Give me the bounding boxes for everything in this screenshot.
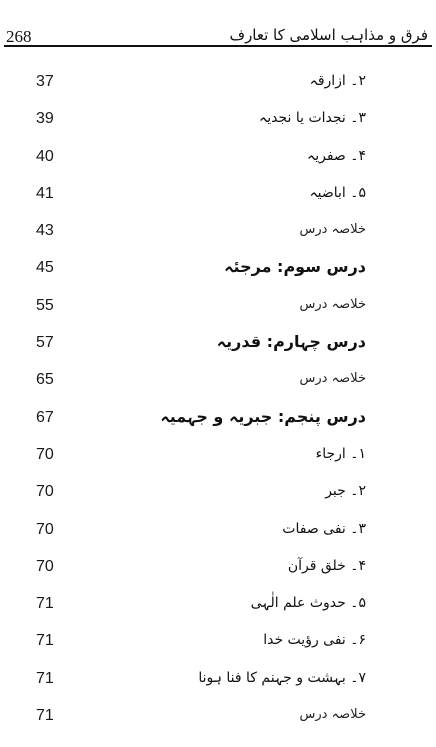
toc-summary-row — [0, 288, 436, 325]
toc-entry-title: درس چہارم: قدریہ — [216, 332, 366, 352]
header-rule — [4, 45, 432, 47]
toc-page-number: 45 — [36, 259, 54, 277]
running-title: فرق و مذاہب اسلامی کا تعارف — [229, 26, 428, 44]
toc-page-number: 41 — [36, 184, 54, 202]
toc-entry-title: درس سوم: مرجئہ — [224, 257, 366, 277]
toc-row — [0, 586, 436, 623]
toc-entry-title: ۵۔ اباضیہ — [309, 184, 366, 201]
toc-entry-title: خلاصہ درس — [299, 296, 366, 312]
toc-entry-title: ۲۔ جبر — [325, 483, 366, 500]
toc-page-number: 39 — [36, 110, 54, 128]
toc-entry-title: ۷۔ بہشت و جہنم کا فنا ہونا — [198, 669, 366, 686]
toc-heading-row — [0, 400, 436, 437]
toc-entry-title: درس پنجم: جبریہ و جہمیہ — [160, 406, 366, 426]
toc-page-number: 40 — [36, 147, 54, 165]
toc-entry-title: ۴۔ خلق قرآن — [287, 557, 366, 574]
toc-row — [0, 549, 436, 586]
toc-row — [0, 512, 436, 549]
toc-page-number: 71 — [36, 632, 54, 650]
toc-entry-title: ۴۔ صفریہ — [307, 147, 366, 164]
page-number: 268 — [6, 27, 32, 46]
toc-page-number: 57 — [36, 334, 54, 352]
toc-row — [0, 474, 436, 511]
toc-page-number: 65 — [36, 371, 54, 389]
toc-page-number: 43 — [36, 222, 54, 240]
toc-summary-row — [0, 213, 436, 250]
page-header — [0, 0, 436, 50]
toc-row — [0, 623, 436, 660]
toc-page-number: 67 — [36, 408, 54, 426]
toc-row — [0, 64, 436, 101]
toc-page-number: 70 — [36, 520, 54, 538]
toc-entry-title: ۲۔ ازارقہ — [309, 73, 366, 89]
toc-page-number: 71 — [36, 595, 54, 613]
toc-entry-title: ۱۔ ارجاء — [315, 445, 366, 462]
toc-page-number: 71 — [36, 707, 54, 725]
toc-entry-title: خلاصہ درس — [299, 707, 366, 723]
toc-summary-row — [0, 362, 436, 399]
table-of-contents — [0, 64, 436, 735]
toc-row — [0, 661, 436, 698]
toc-page-number: 55 — [36, 296, 54, 314]
toc-heading-row — [0, 325, 436, 362]
toc-page-number: 70 — [36, 445, 54, 463]
toc-page-number: 70 — [36, 557, 54, 575]
toc-entry-title: ۵۔ حدوث علم الٰہی — [250, 595, 366, 612]
toc-entry-title: ۶۔ نفی رؤیت خدا — [263, 632, 366, 649]
toc-row — [0, 437, 436, 474]
toc-row — [0, 101, 436, 138]
toc-entry-title: ۳۔ نجدات یا نجدیہ — [259, 110, 366, 127]
toc-summary-row — [0, 698, 436, 735]
toc-row — [0, 139, 436, 176]
toc-entry-title: ۳۔ نفی صفات — [282, 520, 366, 537]
toc-entry-title: خلاصہ درس — [299, 222, 366, 238]
toc-entry-title: خلاصہ درس — [299, 371, 366, 387]
toc-row — [0, 176, 436, 213]
toc-heading-row — [0, 250, 436, 287]
toc-page-number: 70 — [36, 483, 54, 501]
toc-page-number: 71 — [36, 669, 54, 687]
toc-page-number: 37 — [36, 73, 54, 90]
